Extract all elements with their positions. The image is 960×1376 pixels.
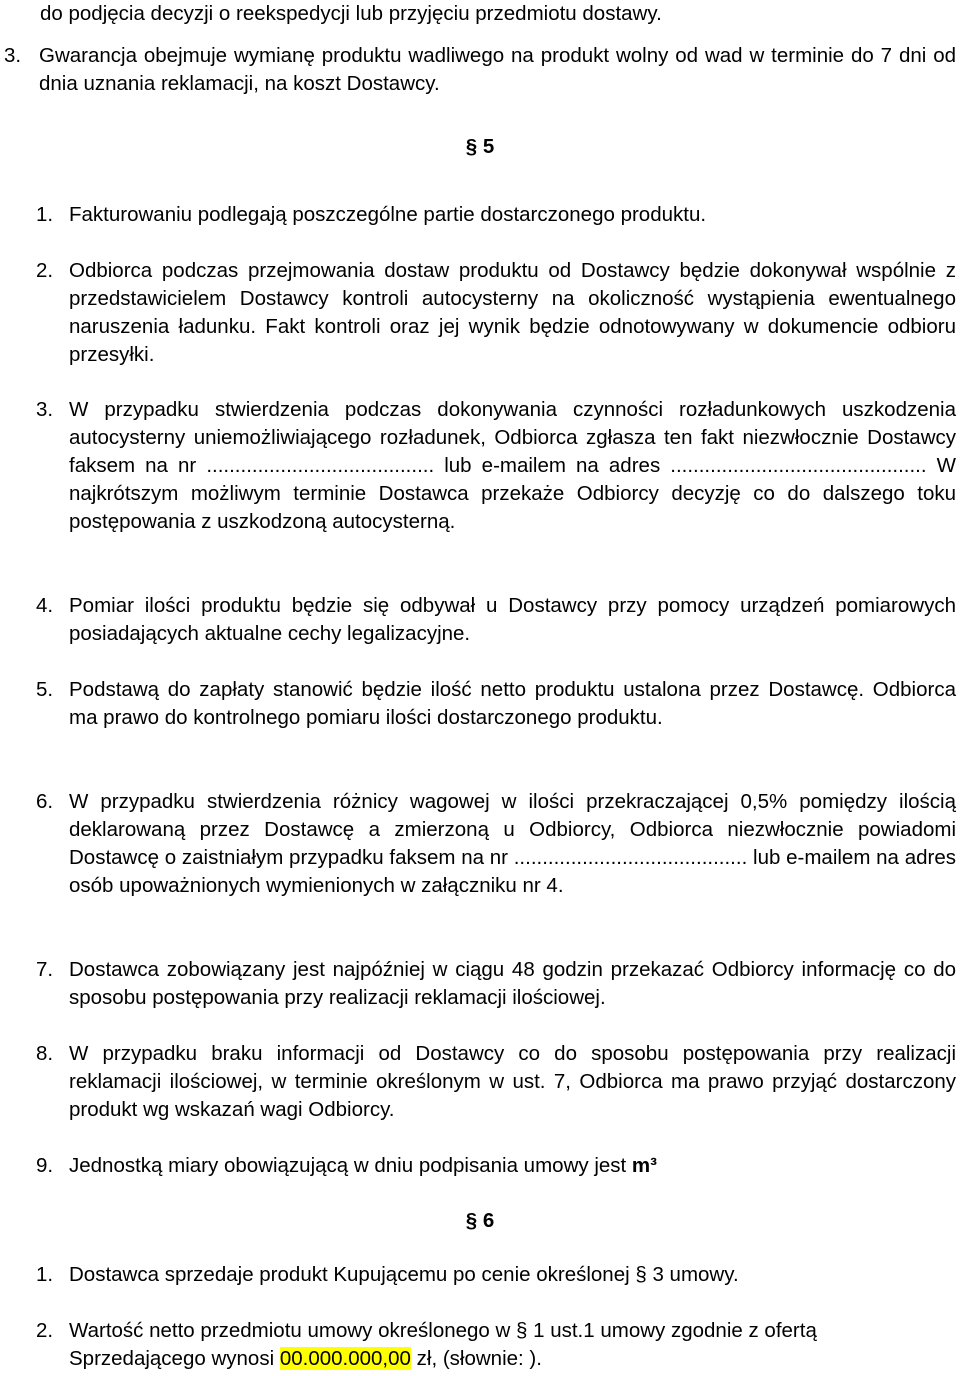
list-item	[4, 42, 956, 98]
list-item	[36, 1261, 956, 1289]
item-text-tail: zł, (słownie: ).	[410, 1347, 542, 1370]
item-text-plain: Wartość netto przedmiotu umowy określonego w § 1 ust.1 umowy zgodnie z ofertą Sprzedającego wynosi	[69, 1319, 817, 1370]
item-number: 8.	[36, 1042, 54, 1065]
item-text: Gwarancja obejmuje wymianę produktu wadliwego na produkt wolny od wad w terminie do 7 dni od dnia uznania reklamacji, na koszt Dostawcy.	[39, 44, 956, 95]
list-item	[36, 1317, 956, 1373]
item-number: 2.	[36, 1319, 54, 1342]
item-text: Dostawca sprzedaje produkt Kupującemu po cenie określonej § 3 umowy.	[69, 1263, 739, 1286]
item-text: Dostawca zobowiązany jest najpóźniej w ciągu 48 godzin przekazać Odbiorcy informację co do sposobu postępowania przy realizacji reklamacji ilościowej.	[69, 958, 956, 1009]
item-number: 1.	[36, 1263, 54, 1286]
item-number: 3.	[4, 44, 22, 67]
list-item	[36, 396, 956, 536]
list-item	[36, 1040, 956, 1124]
item-text: W przypadku braku informacji od Dostawcy co do sposobu postępowania przy realizacji reklamacji ilościowej, w terminie określonym w ust. 7, Odbiorca ma prawo przyjąć dostarczony produkt wg wskazań wagi Odbiorcy.	[69, 1042, 956, 1121]
item-number: 1.	[36, 203, 54, 226]
list-item	[36, 676, 956, 732]
item-number: 7.	[36, 958, 54, 981]
item-number: 4.	[36, 594, 54, 617]
item-text	[69, 1317, 956, 1373]
item-number: 2.	[36, 259, 54, 282]
item-text	[69, 1152, 956, 1180]
section-heading: § 6	[465, 1209, 495, 1232]
list-item	[36, 788, 956, 900]
list-item	[36, 201, 956, 229]
list-item	[36, 592, 956, 648]
item-text: W przypadku stwierdzenia podczas dokonywania czynności rozładunkowych uszkodzenia autocysterny uniemożliwiającego rozładunek, Odbiorca zgłasza ten fakt niezwłocznie Dostawcy faksem na nr ........................................ lub e-mailem na adres ............................................. W najkrótszym możliwym terminie Dostawca przekaże Odbiorcy decyzję co do dalszego toku postępowania z uszkodzoną autocysterną.	[69, 398, 956, 533]
list-item	[36, 1152, 956, 1180]
item-number: 3.	[36, 398, 54, 421]
item-text: Fakturowaniu podlegają poszczególne partie dostarczonego produktu.	[69, 203, 707, 226]
list-item	[36, 257, 956, 369]
item-text-plain: Jednostką miary obowiązującą w dniu podpisania umowy jest	[69, 1154, 632, 1177]
item-number: 5.	[36, 678, 54, 701]
unit-symbol: m³	[631, 1154, 657, 1177]
item-number: 9.	[36, 1154, 54, 1177]
list-item	[36, 956, 956, 1012]
item-number: 6.	[36, 790, 54, 813]
item-text: Podstawą do zapłaty stanowić będzie ilość netto produktu ustalona przez Dostawcę. Odbiorca ma prawo do kontrolnego pomiaru ilości dostarczonego produktu.	[69, 678, 956, 729]
item-text: W przypadku stwierdzenia różnicy wagowej w ilości przekraczającej 0,5% pomiędzy ilością deklarowaną przez Dostawcę a zmierzoną u Odbiorcy, Odbiorca niezwłocznie powiadomi Dostawcę o zaistniałym przypadku faksem na nr ......................................... lub e-mailem na adres osób upoważnionych wymienionych w załączniku nr 4.	[69, 790, 956, 897]
section-heading: § 5	[465, 135, 495, 158]
highlighted-amount: 00.000.000,00	[279, 1347, 411, 1370]
continued-text: do podjęcia decyzji o reekspedycji lub przyjęciu przedmiotu dostawy.	[40, 2, 662, 25]
item-text: Odbiorca podczas przejmowania dostaw produktu od Dostawcy będzie dokonywał wspólnie z przedstawicielem Dostawcy kontroli autocysterny na okoliczność wystąpienia ewentualnego naruszenia ładunku. Fakt kontroli oraz jej wynik będzie odnotowywany w dokumencie odbioru przesyłki.	[69, 259, 956, 366]
item-text: Pomiar ilości produktu będzie się odbywał u Dostawcy przy pomocy urządzeń pomiarowych posiadających aktualne cechy legalizacyjne.	[69, 594, 956, 645]
